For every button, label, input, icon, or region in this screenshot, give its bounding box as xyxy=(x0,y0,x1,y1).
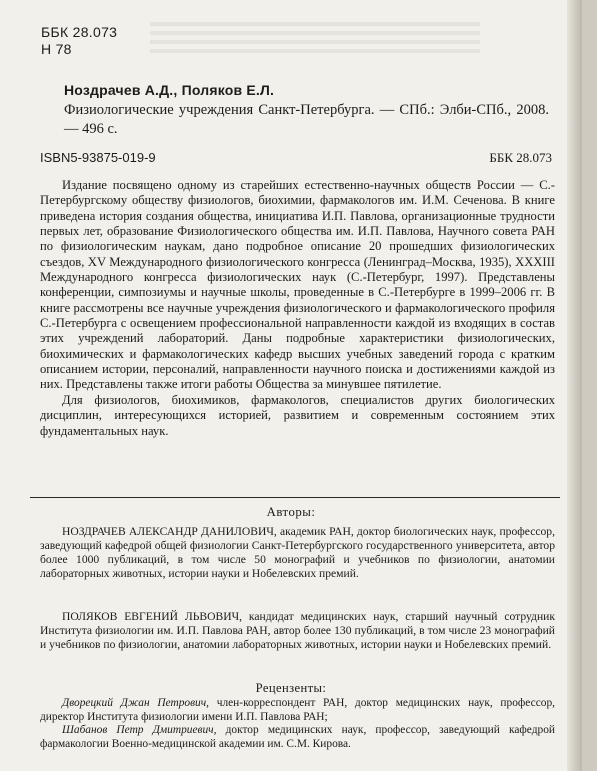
author-bio xyxy=(40,525,555,581)
author-bio-text: ПОЛЯКОВ ЕВГЕНИЙ ЛЬВОВИЧ, кандидат медицинских наук, старший научный сотрудник Института физиологии им. И.П. Павлова РАН, автор более 130 публикаций, в том числе 23 монографий и учебников по физиологии, анатомии лабораторных животных, истории науки и Нобелевских премий. xyxy=(40,610,555,651)
reviewer-description: доктор медицинских наук, профессор, заведующий кафедрой фармакологии Военно-медицинской академии им. С.М. Кирова. xyxy=(40,724,555,750)
bibliographic-title: Физиологические учреждения Санкт-Петербурга. — СПб.: Элби-СПб., 2008. — 496 с. xyxy=(64,102,549,137)
divider xyxy=(30,497,560,498)
author-bio xyxy=(40,610,555,652)
isbn: ISBN5-93875-019-9 xyxy=(40,150,156,165)
reviewer-name: Дворецкий Джан Петрович, xyxy=(62,697,210,709)
reviewer-entry xyxy=(40,697,555,724)
annotation-paragraph: Издание посвящено одному из старейших естественно-научных обществ России — С.-Петербургскому обществу физиологов, биохимии, фармакологов им. И.М. Сеченова. В книге приведена история создания общества, инициатива И.П. Павлова, организационные трудности первых лет, образование Физиологического общества им. И.П. Павлова, Научного совета РАН по физиологическим наукам, дано подробное описание 20 прошедших физиологических съездов, XV Международного физиологического конгресса (Ленинград–Москва, 1935), XXXIII Международного конгресса физиологических наук (С.-Петербург, 1997). Представлены конференции, симпозиумы и научные школы, проведенные в С.-Петербурге в 1999–2006 гг. В книге рассмотрены все научные учреждения физиологического и фармакологического профиля С.-Петербурга с освещением профессиональной направленности каждой из входящих в состав этих учреждений лабораторий. Даны подробные характеристики физиологических, биохимических и фармакологических кафедр высших учебных заведений города с кратким описанием истории, персоналий, направленности научного поиска и достижениями каждой из них. Представлены также итоги работы Общества за минувшее пятилетие. xyxy=(40,178,555,392)
page-edge-shadow xyxy=(567,0,582,771)
bbk-code-right: ББК 28.073 xyxy=(489,150,552,165)
author-mark: Н 78 xyxy=(41,41,72,57)
reviewers-heading: Рецензенты: xyxy=(255,681,327,695)
annotation-paragraph: Для физиологов, биохимиков, фармакологов, специалистов других биологических дисциплин, интересующихся историей, развитием и современным состоянием этих фундаментальных наук. xyxy=(40,392,555,438)
reverse-side-bleed-through xyxy=(150,22,480,58)
reviewer-name: Шабанов Петр Дмитриевич, xyxy=(62,724,217,737)
bibliographic-authors: Ноздрачев А.Д., Поляков Е.Л. xyxy=(64,82,275,98)
annotation xyxy=(40,178,555,439)
author-bio-text: НОЗДРАЧЕВ АЛЕКСАНДР ДАНИЛОВИЧ, академик РАН, доктор биологических наук, профессор, заведующий кафедрой общей физиологии Санкт-Петербургского государственного университета, автор более 1000 публикаций, в том числе 50 монографий и учебников по физиологии, анатомии лабораторных животных, истории науки и Нобелевских премий. xyxy=(40,525,555,580)
reviewer-description: член-корреспондент РАН, доктор медицинских наук, профессор, директор Института физиологии имени И.П. Павлова РАН; xyxy=(40,697,555,723)
reviewer-entry xyxy=(40,724,555,751)
classification-block xyxy=(41,24,117,58)
reviewers-list xyxy=(40,697,555,751)
bbk-code: ББК 28.073 xyxy=(41,24,118,40)
authors-heading: Авторы: xyxy=(266,505,316,519)
